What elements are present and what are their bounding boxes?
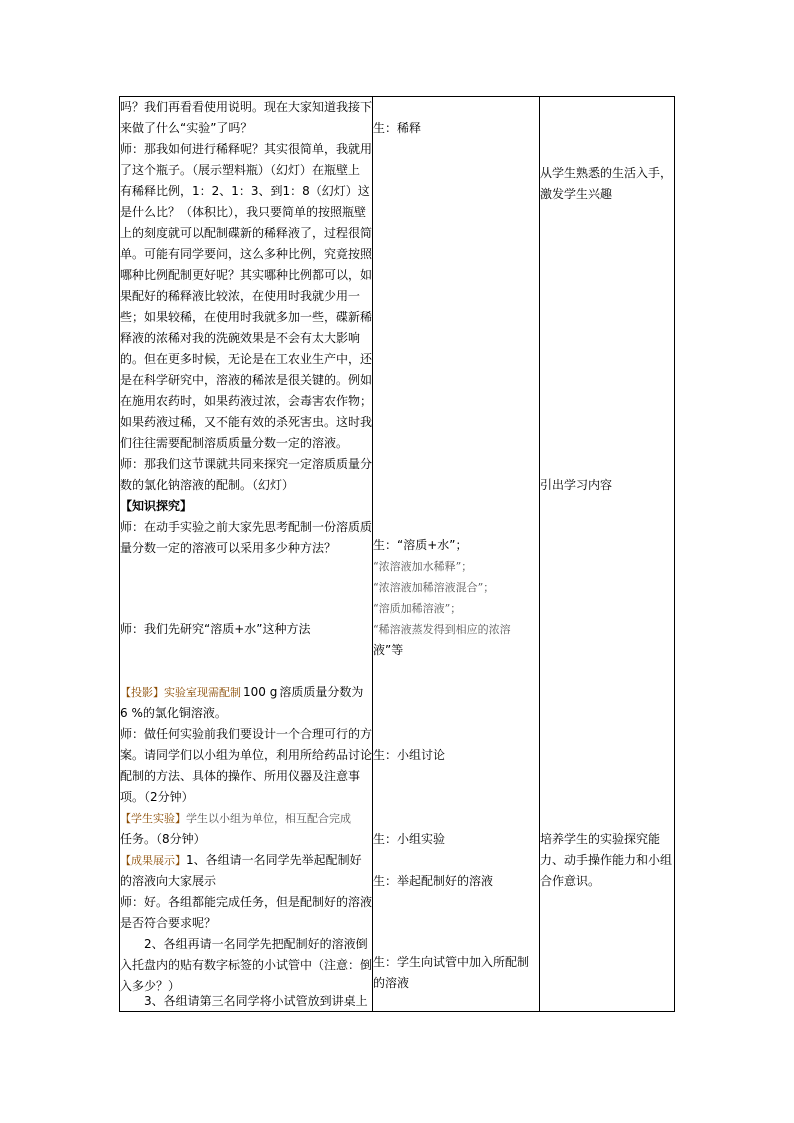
student-line: “浓溶液加稀溶液混合”；	[373, 581, 495, 594]
projection-line	[120, 682, 363, 703]
teacher-line: 师：那我们这节课就共同来探究一定溶质质量分	[120, 457, 373, 471]
teacher-line: 入托盘内的贴有数字标签的小试管中（注意：倒	[120, 958, 373, 972]
student-line: “稀溶液蒸发得到相应的浓溶	[373, 623, 511, 636]
results-display-line	[120, 850, 362, 871]
student-line: 生：“溶质+水”；	[373, 538, 468, 552]
teacher-line: 量分数一定的溶液可以采用多少种方法？	[120, 541, 337, 555]
teacher-line: 师：做任何实验前我们要设计一个合理可行的方	[120, 727, 373, 741]
teacher-line: 2、各组再请一名同学先把配制好的溶液倒	[144, 937, 368, 951]
teacher-line: 数的氯化钠溶液的配制。（幻灯）	[120, 478, 295, 492]
teacher-line: 师：我们先研究“溶质+水”这种方法	[120, 622, 311, 636]
intent-line: 从学生熟悉的生活入手，	[540, 166, 673, 180]
student-line: “溶质加稀溶液”；	[373, 602, 462, 615]
student-line: 生：举起配制好的溶液	[373, 874, 494, 888]
results-display-tag: 【成果展示】	[120, 854, 186, 867]
projection-text: 实验室现需配制	[164, 686, 241, 699]
teacher-line: 任务。（8分钟）	[120, 832, 206, 846]
teacher-line: 吗？我们再看看使用说明。现在大家知道我接下	[120, 100, 373, 114]
projection-text: 的氯化铜溶液。	[142, 706, 227, 720]
student-activity-column	[373, 97, 539, 1011]
design-intent-column	[540, 97, 675, 1011]
student-experiment-text: 学生以小组为单位，相互配合完成	[186, 812, 351, 825]
projection-percent: 6 %	[120, 706, 143, 720]
intent-line: 力、动手操作能力和小组	[540, 853, 673, 867]
teacher-line: 是在科学研究中，溶液的稀浓是很关键的。例如	[120, 373, 373, 387]
student-line: 生：稀释	[373, 121, 422, 135]
student-line: 液”等	[373, 643, 404, 657]
teacher-line: 在施用农药时，如果药液过浓，会毒害农作物；	[120, 394, 373, 408]
teacher-line: 入多少？）	[120, 979, 181, 993]
teacher-line: 3、各组请第三名同学将小试管放到讲桌上	[144, 994, 368, 1008]
teacher-line: 案。请同学们以小组为单位，利用所给药品讨论	[120, 748, 373, 762]
teacher-activity-column	[120, 97, 372, 1011]
teacher-line: 们往往需要配制溶质质量分数一定的溶液。	[120, 436, 349, 450]
student-line: 生：学生向试管中加入所配制	[373, 955, 530, 969]
results-display-text: 1、各组请一名同学先举起配制好	[186, 853, 362, 867]
teacher-line: 师：在动手实验之前大家先思考配制一份溶质质	[120, 520, 373, 534]
teacher-line: 师：那我如何进行稀释呢？其实很简单，我就用	[120, 142, 373, 156]
teacher-line: 配制的方法、具体的操作、所用仪器及注意事	[120, 769, 361, 783]
teacher-line: 是什么比？（体积比），我只要简单的按照瓶壁	[120, 205, 367, 219]
teacher-line: 的。但在更多时候，无论是在工农业生产中，还	[120, 352, 373, 366]
teacher-line: 师：好。各组都能完成任务，但是配制好的溶液	[120, 895, 373, 909]
intent-line: 培养学生的实验探究能	[540, 832, 661, 846]
projection-tag: 【投影】	[120, 686, 164, 699]
teacher-line: 如果药液过稀，又不能有效的杀死害虫。这时我	[120, 415, 373, 429]
teacher-line: 哪种比例配制更好呢？其实哪种比例都可以，如	[120, 268, 373, 282]
teacher-line: 果配好的稀释液比较浓，在使用时我就少用一	[120, 289, 361, 303]
student-experiment-line	[120, 808, 351, 829]
teacher-line: 单。可能有同学要问，这么多种比例，究竟按照	[120, 247, 373, 261]
lesson-plan-table	[119, 96, 675, 1012]
teacher-line: 项。（2分钟）	[120, 790, 194, 804]
student-line: 生：小组实验	[373, 832, 446, 846]
teacher-line: 了这个瓶子。（展示塑料瓶）（幻灯）在瓶壁上	[120, 163, 361, 177]
intent-line: 激发学生兴趣	[540, 187, 613, 201]
student-experiment-tag: 【学生实验】	[120, 812, 186, 825]
projection-mass: 100 g	[243, 685, 278, 699]
teacher-line: 些；如果较稀，在使用时我就多加一些，碟新稀	[120, 310, 373, 324]
student-line: 的溶液	[373, 976, 410, 990]
teacher-line: 的溶液向大家展示	[120, 874, 217, 888]
section-heading-knowledge-inquiry: 【知识探究】	[120, 499, 193, 513]
student-line: “浓溶液加水稀释”；	[373, 560, 473, 573]
teacher-line: 释液的浓稀对我的洗碗效果是不会有太大影响	[120, 331, 361, 345]
projection-text: 溶质质量分数为	[279, 685, 364, 699]
teacher-line: 是否符合要求呢？	[120, 916, 217, 930]
intent-line: 合作意识。	[540, 874, 601, 888]
student-line: 生：小组讨论	[373, 748, 446, 762]
teacher-line: 来做了什么“实验”了吗？	[120, 121, 253, 135]
intent-line: 引出学习内容	[540, 478, 613, 492]
teacher-line: 有稀释比例，1：2、1：3、到1：8（幻灯）这	[120, 184, 370, 198]
teacher-line: 上的刻度就可以配制碟新的稀释液了，过程很简	[120, 226, 373, 240]
projection-line	[120, 703, 227, 724]
